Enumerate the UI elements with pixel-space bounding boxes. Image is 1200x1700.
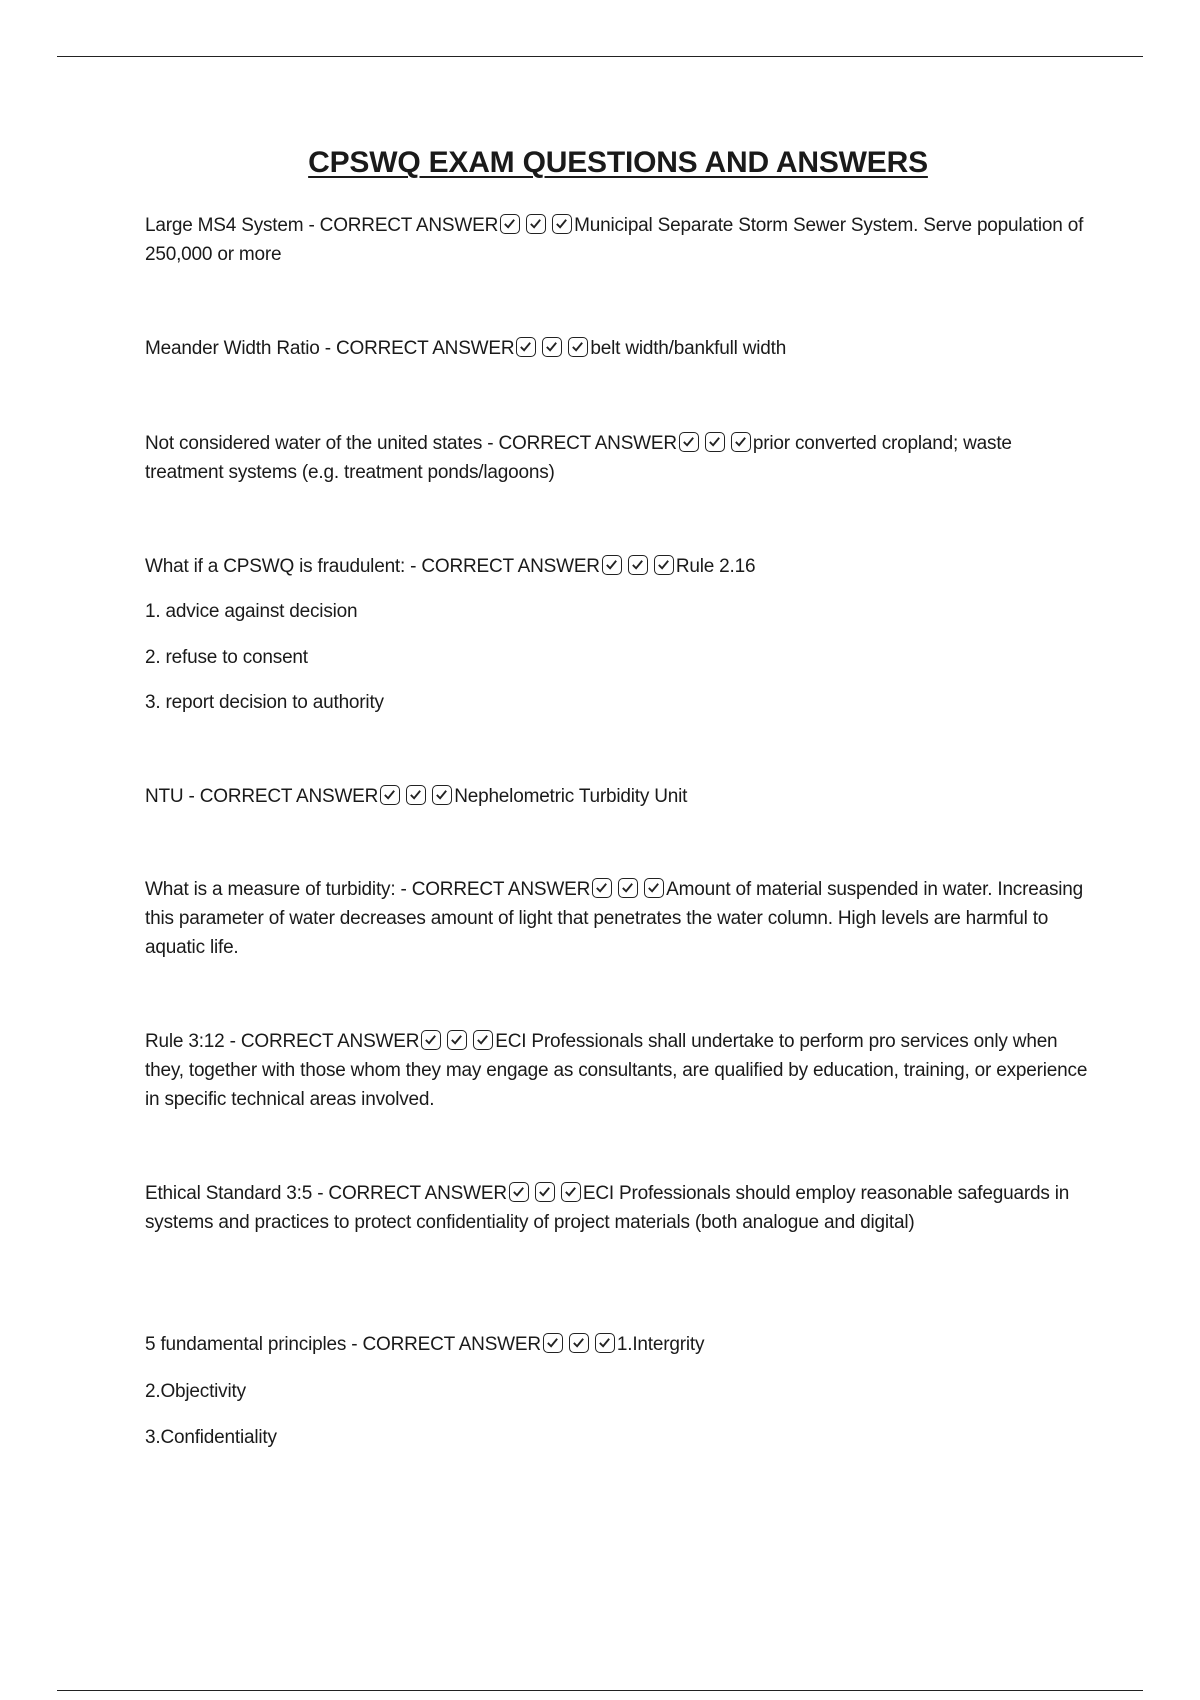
checkbox-checked-icon (500, 214, 520, 234)
checkbox-checked-icon (568, 337, 588, 357)
question-text: 5 fundamental principles (145, 1334, 347, 1355)
checkbox-checked-icon (628, 555, 648, 575)
answer-label: CORRECT ANSWER (498, 433, 677, 454)
check-icons (679, 432, 751, 452)
answer-text: belt width/bankfull width (590, 338, 787, 359)
check-icons (509, 1182, 581, 1202)
answer-text: Nephelometric Turbidity Unit (454, 786, 688, 807)
checkbox-checked-icon (654, 555, 674, 575)
answer-text: Rule 2.16 (675, 556, 756, 577)
answer-label: CORRECT ANSWER (199, 786, 379, 807)
answer-text: Municipal Separate Storm Sewer System. Serve population of 250,000 or more (145, 215, 1084, 265)
check-icons (380, 785, 452, 805)
checkbox-checked-icon (561, 1182, 581, 1202)
check-icons (500, 214, 572, 234)
answer-label: CORRECT ANSWER (319, 215, 499, 236)
list-item: 1. advice against decision (145, 601, 358, 622)
checkbox-checked-icon (406, 785, 426, 805)
answer-label: CORRECT ANSWER (421, 556, 600, 577)
answer-label: CORRECT ANSWER (240, 1031, 420, 1052)
question-text: Ethical Standard 3:5 (145, 1183, 313, 1204)
checkbox-checked-icon (592, 878, 612, 898)
checkbox-checked-icon (432, 785, 452, 805)
checkbox-checked-icon (552, 214, 572, 234)
qa-item-large-ms4: Large MS4 System - CORRECT ANSWER Municipal Separate Storm Sewer System. Serve population of 250,000 or more (145, 215, 1084, 265)
check-icons (421, 1030, 493, 1050)
qa-item-turbidity: What is a measure of turbidity: - CORRECT ANSWER Amount of material suspended in water. Increasing this parameter of water decreases amount of light that penetrates the water column. High levels are harmful to aquatic life. (145, 879, 1084, 958)
checkbox-checked-icon (679, 432, 699, 452)
checkbox-checked-icon (705, 432, 725, 452)
header-rule (57, 56, 1143, 57)
answer-text: prior converted cropland; waste treatment systems (e.g. treatment ponds/lagoons) (145, 433, 1012, 483)
qa-item-rule-3-12: Rule 3:12 - CORRECT ANSWER ECI Professionals shall undertake to perform pro services only when they, together with those whom they may engage as consultants, are qualified by education, training, or experience in specific technical areas involved. (145, 1031, 1088, 1110)
checkbox-checked-icon (447, 1030, 467, 1050)
check-icons (516, 337, 588, 357)
checkbox-checked-icon (543, 1333, 563, 1353)
question-text: NTU (145, 786, 184, 807)
list-item: 3.Confidentiality (145, 1427, 277, 1448)
checkbox-checked-icon (535, 1182, 555, 1202)
footer-rule (57, 1690, 1143, 1691)
checkbox-checked-icon (516, 337, 536, 357)
list-item: 3. report decision to authority (145, 692, 384, 713)
checkbox-checked-icon (618, 878, 638, 898)
question-text: What if a CPSWQ is fraudulent: (145, 556, 406, 577)
qa-item-cpswq-fraudulent: What if a CPSWQ is fraudulent: - CORRECT ANSWER Rule 2.16 (145, 556, 756, 577)
answer-text: ECI Professionals should employ reasonable safeguards in systems and practices to protect confidentiality of project materials (both analogue and digital) (145, 1183, 1070, 1233)
checkbox-checked-icon (569, 1333, 589, 1353)
checkbox-checked-icon (421, 1030, 441, 1050)
checkbox-checked-icon (644, 878, 664, 898)
checkbox-checked-icon (602, 555, 622, 575)
qa-item-meander-width: Meander Width Ratio - CORRECT ANSWER belt width/bankfull width (145, 338, 787, 359)
qa-item-fundamental-principles: 5 fundamental principles - CORRECT ANSWER 1.Intergrity (145, 1334, 705, 1355)
question-text: Not considered water of the united states (145, 433, 483, 454)
answer-text: ECI Professionals shall undertake to perform pro services only when they, together with those whom they may engage as consultants, are qualified by education, training, or experience in specific technical areas involved. (145, 1031, 1088, 1110)
qa-item-ntu: NTU - CORRECT ANSWER Nephelometric Turbidity Unit (145, 786, 688, 807)
qa-item-not-waters-us: Not considered water of the united states - CORRECT ANSWER prior converted cropland; waste treatment systems (e.g. treatment ponds/lagoons) (145, 433, 1012, 483)
page-title: CPSWQ EXAM QUESTIONS AND ANSWERS (308, 146, 928, 179)
question-text: Large MS4 System (145, 215, 304, 236)
checkbox-checked-icon (473, 1030, 493, 1050)
list-item: 2.Objectivity (145, 1381, 246, 1402)
list-item: 2. refuse to consent (145, 647, 308, 668)
question-text: What is a measure of turbidity: (145, 879, 396, 900)
answer-text: 1.Intergrity (616, 1334, 705, 1355)
checkbox-checked-icon (380, 785, 400, 805)
checkbox-checked-icon (731, 432, 751, 452)
check-icons (543, 1333, 615, 1353)
check-icons (602, 555, 674, 575)
answer-label: CORRECT ANSWER (328, 1183, 507, 1204)
answer-label: CORRECT ANSWER (362, 1334, 541, 1355)
check-icons (592, 878, 664, 898)
answer-label: CORRECT ANSWER (335, 338, 515, 359)
qa-item-ethical-standard: Ethical Standard 3:5 - CORRECT ANSWER ECI Professionals should employ reasonable safeguards in systems and practices to protect confidentiality of project materials (both analogue and digital) (145, 1183, 1070, 1233)
question-text: Meander Width Ratio (145, 338, 320, 359)
checkbox-checked-icon (542, 337, 562, 357)
question-text: Rule 3:12 (145, 1031, 225, 1052)
answer-label: CORRECT ANSWER (411, 879, 591, 900)
answer-text: Amount of material suspended in water. Increasing this parameter of water decreases amount of light that penetrates the water column. High levels are harmful to aquatic life. (145, 879, 1084, 958)
checkbox-checked-icon (526, 214, 546, 234)
checkbox-checked-icon (595, 1333, 615, 1353)
checkbox-checked-icon (509, 1182, 529, 1202)
